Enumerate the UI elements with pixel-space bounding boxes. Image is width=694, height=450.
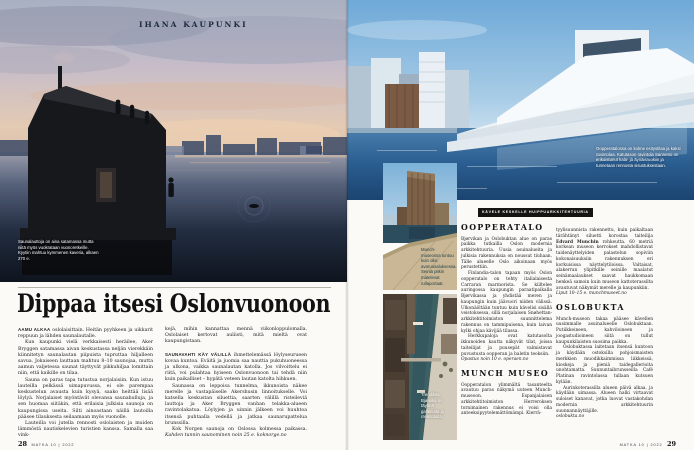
section-heading-oopperatalo: OOPPERATALO: [461, 223, 544, 233]
paragraph-text: oslolaisittain. Heitän pyyhkeen ja uikkarit reppuun ja lähden saunalautalle.: [18, 328, 154, 340]
distant-boat: [306, 146, 322, 154]
body-column-right-1: [461, 224, 552, 417]
info-line: Opastus noin 10 e. operaen.no: [461, 357, 529, 363]
bjorvika-aerial-photo: [383, 294, 457, 440]
body-column-right-2: [556, 228, 653, 420]
boat: [413, 322, 423, 325]
paragraph: [165, 352, 307, 384]
body-column-left-2: [165, 327, 307, 439]
sauna-raft-photo: [0, 0, 347, 282]
paragraph: Sauna on paras tapa tutustua norjalaisiin. Kun istuu lauteilla pelkässä uimapuvussa, ei ole parempaa keskustelun avausta kuin kysyä, saako heittää lisää löylyä. Norjalaiset myöntävät olevansa saunahulluja, ja sen huomaa siitäkin, että erilaisia julkisia saunoja on kaupungissa useita. Silti ainoastaan näillä lautoilla pääsee tilauksesta seilaamaan myös vuonolle.: [18, 377, 153, 420]
paragraph-text: ihmettelemässä löylyseurueen kovaa kuntoa. Eväitä ja juomia saa nauttia pukuhuoneessa ja ulkona, vaikka saunalautan katolla. Jos vilvoittelu ei riitä, voi pulahtaa hyiseen Oslonvuonoon tai tehdä niin kuin paikalliset – hypätä veteen lautan katolta hihkuen.: [165, 352, 307, 383]
magazine-name: MATKA 10 | 2022: [619, 443, 663, 447]
paragraph-text: Kok Norgen saunoja on Oslossa kolmessa paikassa.: [172, 427, 307, 433]
paragraph: [18, 327, 153, 340]
info-line: Kahden tunnin saunominen noin 25 e. koknorge.no: [165, 433, 287, 439]
paragraph: Herkkupaloja ovat katutasolta ikkunoiden kautta näkyvät tilat, joissa taiteilijat ja puusepät valmistavat puvustusta oopperan ja baletin teoksiin.: [461, 334, 552, 357]
sauna-window-glow: [100, 172, 112, 198]
lead-in: AAMU ALKAA: [18, 327, 51, 332]
info-line: oslobukta.no: [556, 414, 585, 420]
page-number: 28: [18, 440, 28, 448]
page-number: 29: [666, 440, 676, 448]
aerial-photo-caption: Trendikäs Bjørvika on täynnä gallerioita ja ravintoloita.: [421, 392, 444, 420]
walk-route-label: KÄVELE KESKELLE HUIPPUARKKITEHTUURIA: [478, 208, 593, 217]
munch-museum-photo: [383, 163, 457, 290]
paragraph: kejä, mihin kannattaa mennä viikonloppulomalla. Oslolaiset kertovat auliisti, mitä mieltä ovat kaupungistaan.: [165, 327, 307, 345]
opera-photo-caption: Oopperatalossa on kolme esitystilaa ja kaksi ravintolaa. Katutason ravintola Sanremo on erikoistunut kala- ja äyriäisruokiin ja tunnetaan rennosta sisustuksestaan.: [596, 146, 681, 168]
sauna-photo-caption: Saunalauttoja on aina satamassa mutta niitä myös vuokrataan vuonoretkeille. Kyytiin mahtuu kymmenen kaveria, alkaen 270 e.: [18, 239, 99, 261]
paragraph-text: tyylisuunnista rakennettu, kuin paikaltaan tärähtänyt siluetti korostaa taiteilija: [556, 228, 653, 239]
footer-right: [552, 433, 676, 450]
paragraph: Oslobuktassa laitetaan itsensä kuntoon ja käydään ostoksilla pohjoismaisten merkkien muodikkaimmissa liikkeissä, kioskeja ja pieniä taidegallerioita unohtamatta. Sunnuntaibrunsseilla Café Platinan ravintolassa tullaan kutsuen kylään.: [556, 345, 653, 385]
magazine-name: MATKA 10 | 2022: [31, 443, 75, 447]
paragraph-text: rohkeutta. 60 metriä korkean museon kerrokset mahdollistavat taidenäyttelyiden palastelun sopiviin kokonaisuuksiin rakennuksen eri korkuisissa näyttelytiloissa. Valtaisat, alakerran ylipitkille seinille maalatut seinämaalaukset saavat haukkomaan henkeä samoin kuin museon kattoterassilta avautuvat näkymät merelle ja kaupunkiin.: [556, 239, 653, 291]
body-column-left-1: [18, 327, 153, 440]
lead-in: SAUNAVAHTI KÄY VÄLILLÄ: [165, 351, 232, 357]
munch-photo-caption: Munch-museossa tuntuu kuin olisi avaruusaluksessa. Seiniä pitkin matelevat rullaportaat.: [421, 247, 457, 286]
paragraph: Finlandia-talon tapaan myös Oslon oopperatalo on tehty italialaisesta Carraran marmorista. Se kiiltelee auringossa kaupungin paraatipaikalla Bjørvikassa ja yhdistää meren ja kaupungin kuin jäävuori niiden välissä. Ulkonäöltään tuntuu kuin kävelisi sisällä veistoksessa, sillä norjalaisen Snøhettan-arkkitehtitoimiston suunnittelema rakennus on tammipuisena, kuin laivan kylki ohjaa kävijää tilassa.: [461, 271, 552, 334]
paragraph: Oopperatalon ylimmältä tasanteelta avautuu paras näkymä uuteen Munch-museoon. Espanjalaisen arkkitehtitoimiston Herreroksen tornimainen rakennus ei voisi olla anteeksipyytelemättömämpi. Kierrä-: [461, 382, 552, 417]
paragraph: Kun kaupunki vielä verkkaisesti heräilee, Aker Bryggen satamassa aivan keskustassa neljän vierekkäin kiinnitetyn saunalautan piipuista tupruttaa hiljalleen savua. Jokaiseen lauttaan mahtuu 8–10 saunojaa, mutta aamun valjetessa saunat täyttyvät pikkuhiljaa lomittain niin, että kaikille on tilaa.: [18, 340, 153, 377]
paragraph: Lauteilla voi jutella rennosti oslolaisten ja muiden lämmöstä nautiskelevien turistien kanssa. Samalla saa vink-: [18, 421, 153, 439]
paragraph: Aurinkoterassilla alueen päivä alkaa, ja käydään uimassa. Alueen halki virtaavat suloiset kanavat, jotka luovat vastakohdan modernin arkkitehtuurin suunnannäyttäjille.: [556, 385, 653, 414]
paragraph: Bjørvikan ja Oslobuktan alue on paras paikka tutkailla Oslon modernia arkkitehtuuria. Uusia asuinalueita ja julkisia rakennuksia on noussut tiuhaan. Tälle alueelle Oslo aikoinaan myös perustettiin.: [461, 236, 552, 271]
paragraph: [556, 228, 653, 291]
paragraph: [165, 427, 307, 439]
kicker: IHANA KAUPUNKI: [139, 20, 248, 29]
quay-edge: [347, 128, 457, 133]
footer-left: [18, 433, 74, 450]
paragraph: Munch-museon takaa pääsee kävellen uusimmalle asuinalueelle Oslobuktaan. Putiikkeineen, kahviloineen ja joogastudioineen siitä on tullut kaupunkilaisten suosima paikka.: [556, 316, 653, 345]
chimney-smoke: [53, 52, 75, 64]
info-line: Liput 10–15 e. munchmuseet.no: [556, 291, 627, 297]
article-title: Dippaa itsesi Oslonvuonoon: [17, 289, 331, 318]
section-heading-oslobukta: OSLOBUKTA: [556, 303, 625, 313]
section-heading-munch-museo: MUNCH MUSEO: [461, 369, 550, 379]
bridge: [401, 358, 441, 362]
paragraph: Saunassa on leppoisa tunnelma, ikkunoista näkee merelle ja vastapäiselle Akershusin linnoitukselle. Voi katsella keskustan siluettia, saarten välillä risteileviä lauttoja ja Aker Bryggen vanhan telakka-alueen ravintolakatua. Löylyjen ja uinnin jälkeen voi huuhtoa itsensä puhtaalla vedellä ja jatkaa saunarupattelua brunssilla.: [165, 383, 307, 426]
person-name: Edvard Munchin: [556, 239, 599, 245]
title-rule: [18, 287, 331, 288]
